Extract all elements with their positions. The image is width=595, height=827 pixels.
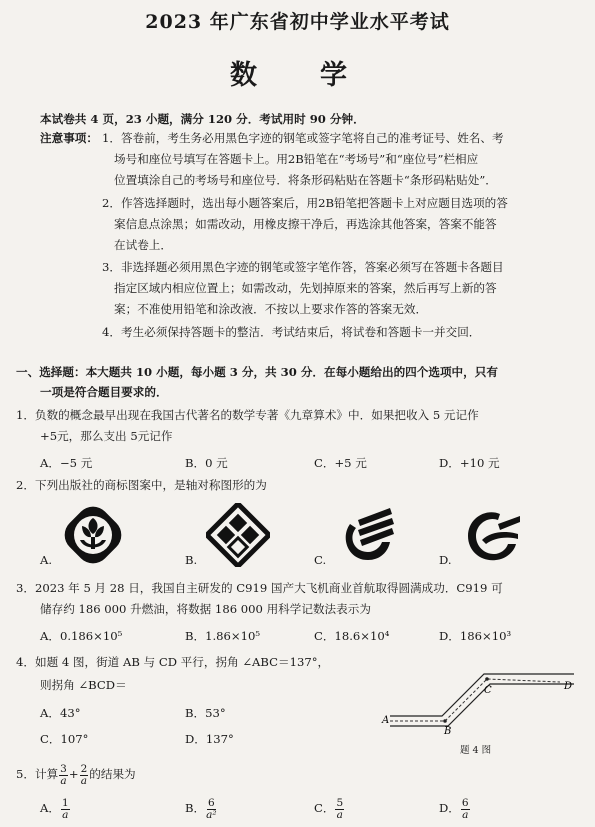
notice-item-2-line-2: 案信息点涂黑；如需改动，用橡皮擦干净后，再选涂其他答案，答案不能答 xyxy=(114,217,497,231)
q4-figure-label-d: D xyxy=(564,681,573,692)
q3-stem-line-2: 储存约 186 000 升燃油，将数据 186 000 用科学记数法表示为 xyxy=(40,602,371,616)
notice-item-3-line-3: 案；不准使用铅笔和涂改液．不按以上要求作答的答案无效． xyxy=(114,302,428,316)
q4-stem-line-1: 4．如题 4 图，街道 AB 与 CD 平行，拐角 ∠ABC＝137°， xyxy=(16,655,330,669)
q2-option-a: A. xyxy=(40,553,53,567)
q5-term-1: $\frac{3}{a}$ xyxy=(60,762,67,787)
q4-option-a: A．43° xyxy=(40,706,81,720)
q5-prefix: 5．计算 xyxy=(16,767,59,781)
notice-item-1-line-1: 1．答卷前，考生务必用黑色字迹的钢笔或签字笔将自己的准考证号、姓名、考 xyxy=(102,131,504,145)
q4-figure-label-b: B xyxy=(444,726,452,737)
q5-option-a: A． $\frac{1}{a}$ xyxy=(40,796,69,821)
notice-item-1-line-2: 场号和座位号填写在答题卡上。用2B铅笔在“考场号”和“座位号”栏相应 xyxy=(114,152,479,166)
q4-figure-label-a: A xyxy=(382,715,390,726)
q4-figure-label-c: C xyxy=(484,685,492,696)
q2-option-d: D. xyxy=(439,553,452,567)
q2-option-b: B. xyxy=(185,553,198,567)
q2-option-c: C. xyxy=(314,553,327,567)
publisher-logo-a-icon xyxy=(62,504,124,566)
section-heading-line-1: 一、选择题：本大题共 10 小题，每小题 3 分，共 30 分．在每小题给出的四个选项中，只有 xyxy=(16,365,498,379)
q4-figure-caption: 题 4 图 xyxy=(460,745,492,756)
q4-stem-line-2: 则拐角 ∠BCD＝ xyxy=(40,678,127,692)
q5-suffix: 的结果为 xyxy=(89,767,136,781)
q1-option-d: D．+10 元 xyxy=(439,456,500,470)
q3-option-d: D．186×10³ xyxy=(439,629,512,643)
q5-option-d: D． $\frac{6}{a}$ xyxy=(439,796,469,821)
notice-item-4: 4．考生必须保持答题卡的整洁．考试结束后，将试卷和答题卡一并交回． xyxy=(102,325,481,339)
q4-street-figure xyxy=(378,664,578,740)
section-heading-line-2: 一项是符合题目要求的． xyxy=(40,385,168,399)
notice-item-3-line-1: 3．非选择题必须用黑色字迹的钢笔或签字笔作答，答案必须写在答题卡各题目 xyxy=(102,260,504,274)
notice-item-2-line-3: 在试卷上． xyxy=(114,238,172,252)
q1-option-b: B．0 元 xyxy=(185,456,228,470)
q1-stem-line-2: +5元，那么支出 5元记作 xyxy=(40,429,173,443)
q5-option-b: B． $\frac{6}{\text{a²}}$ xyxy=(185,796,217,821)
publisher-logo-b-icon xyxy=(206,503,270,567)
q1-option-c: C．+5 元 xyxy=(314,456,367,470)
q4-option-b: B．53° xyxy=(185,706,226,720)
exam-title: 2023 年广东省初中学业水平考试 xyxy=(145,11,450,33)
notice-heading: 注意事项： xyxy=(40,131,98,145)
q4-option-c: C．107° xyxy=(40,732,89,746)
q4-option-d: D．137° xyxy=(185,732,234,746)
q5-option-c: C． $\frac{5}{a}$ xyxy=(314,796,344,821)
q3-option-c: C．18.6×10⁴ xyxy=(314,629,390,643)
notice-item-2-line-1: 2．作答选择题时，选出每小题答案后，用2B铅笔把答题卡上对应题目选项的答 xyxy=(102,196,508,210)
publisher-logo-d-icon xyxy=(462,506,524,566)
q3-option-a: A．0.186×10⁵ xyxy=(40,629,123,643)
q1-option-a: A．−5 元 xyxy=(40,456,93,470)
publisher-logo-c-icon xyxy=(336,504,398,566)
notice-item-3-line-2: 指定区域内相应位置上；如需改动，先划掉原来的答案，然后再写上新的答 xyxy=(114,281,497,295)
q1-stem-line-1: 1．负数的概念最早出现在我国古代著名的数学专著《九章算术》中．如果把收入 5 元记作 xyxy=(16,408,479,422)
q3-option-b: B．1.86×10⁵ xyxy=(185,629,261,643)
q5-stem: 5．计算 $\frac{3}{a}$ + $\frac{2}{a}$ 的结果为 xyxy=(16,762,136,787)
notice-intro: 本试卷共 4 页，23 小题，满分 120 分．考试用时 90 分钟． xyxy=(40,112,365,126)
q2-stem: 2．下列出版社的商标图案中，是轴对称图形的为 xyxy=(16,478,267,492)
subject-title: 数 学 xyxy=(230,60,365,91)
q5-term-2: $\frac{2}{a}$ xyxy=(80,762,88,787)
q3-stem-line-1: 3．2023 年 5 月 28 日，我国自主研发的 C919 国产大飞机商业首航取得圆满成功．C919 可 xyxy=(16,581,503,595)
notice-item-1-line-3: 位置填涂自己的考场号和座位号．将条形码粘贴在答题卡“条形码粘贴处”． xyxy=(114,173,497,187)
